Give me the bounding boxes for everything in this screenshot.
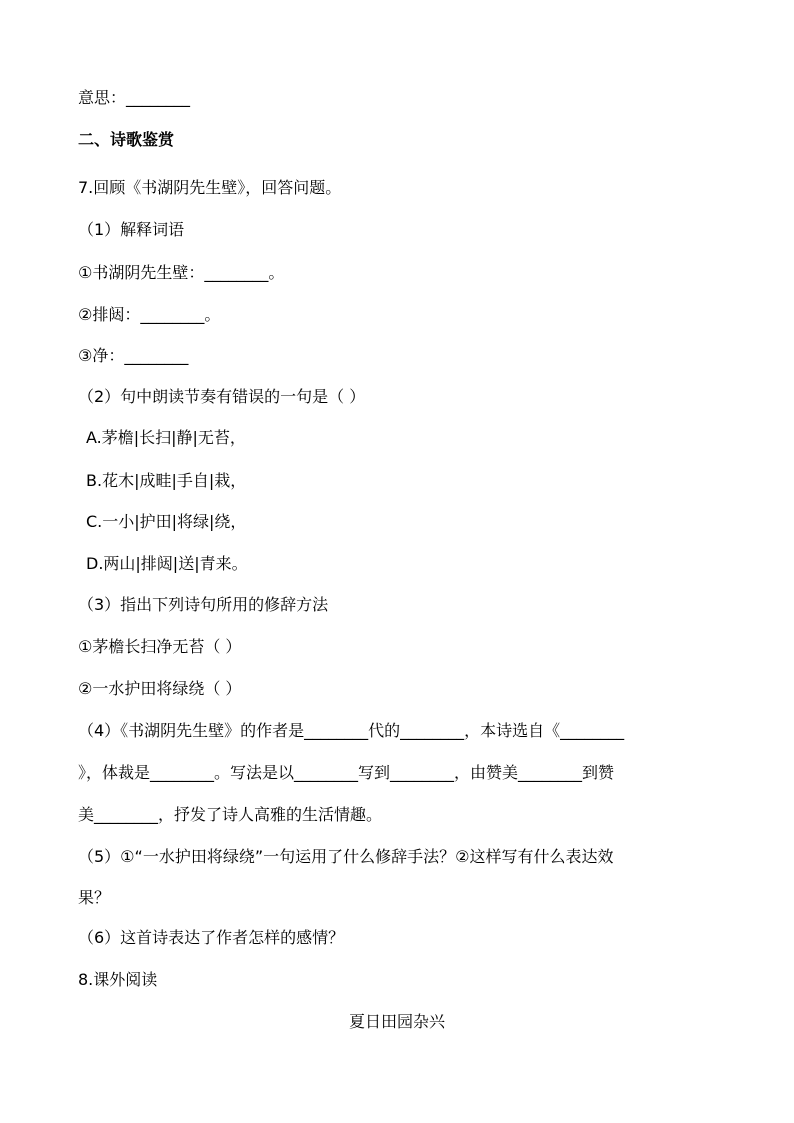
q7-sub3-item2: ②一水护田将绿绕（ ） <box>78 679 242 698</box>
q7-sub5-line1: （5）①“一水护田将绿绕”一句运用了什么修辞手法？②这样写有什么表达效 <box>78 847 614 866</box>
q7-sub4-line2: 》，体裁是________。写法是以________写到________，由赞美________到赞 <box>78 763 615 782</box>
q7-sub1-item3: ③净：________ <box>78 346 189 365</box>
question-8-title: 8.课外阅读 <box>78 970 158 989</box>
q7-sub6: （6）这首诗表达了作者怎样的感情？ <box>78 928 345 947</box>
q7-sub3-title: （3）指出下列诗句所用的修辞方法 <box>78 595 329 614</box>
poem-title: 夏日田园杂兴 <box>348 1012 445 1031</box>
q7-sub2-option-b: B.花木|成畦|手自|栽， <box>86 471 247 490</box>
q7-sub4-line3: 美________，抒发了诗人高雅的生活情趣。 <box>78 805 383 824</box>
q7-sub4-line1: （4）《书湖阴先生壁》的作者是________代的________，本诗选自《________ <box>78 721 625 740</box>
q7-sub2-option-d: D.两山|排闼|送|青来。 <box>86 554 248 573</box>
q7-sub1-item1: ①书湖阴先生壁：________。 <box>78 263 285 282</box>
q7-sub5-line2: 果？ <box>78 888 111 907</box>
q7-sub2-title: （2）句中朗读节奏有错误的一句是（ ） <box>78 387 366 406</box>
q7-sub2-option-c: C.一小|护田|将绿|绕， <box>86 512 247 531</box>
q7-sub2-option-a: A.茅檐|长扫|静|无苔， <box>86 428 246 447</box>
q7-sub1-item2: ②排闼：________。 <box>78 305 221 324</box>
section-heading-poetry-appreciation: 二、诗歌鉴赏 <box>78 130 175 149</box>
q7-sub1-title: （1）解释词语 <box>78 220 185 239</box>
question-7-title: 7.回顾《书湖阴先生壁》，回答问题。 <box>78 178 342 197</box>
meaning-blank-line: 意思：________ <box>78 88 191 107</box>
q7-sub3-item1: ①茅檐长扫净无苔（ ） <box>78 637 242 656</box>
